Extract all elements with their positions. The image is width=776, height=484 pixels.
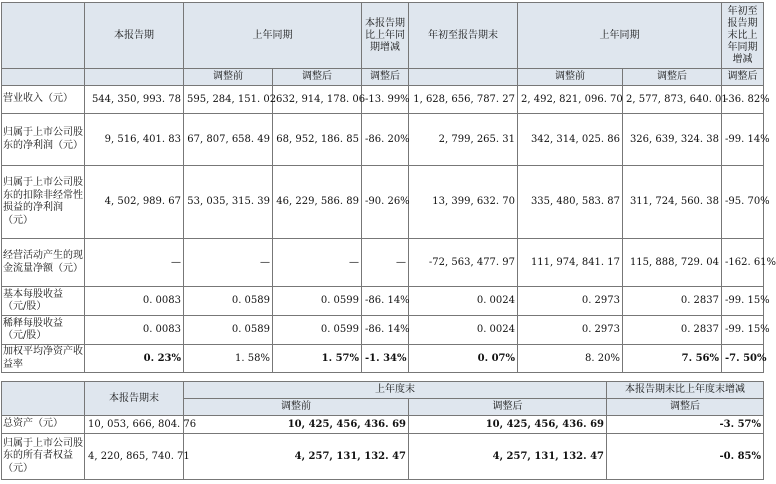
cell-prev-before: 0. 0589 — [184, 287, 273, 316]
cell-current: — — [85, 239, 184, 287]
table-row — [2, 166, 764, 239]
header-ytd: 年初至报告期末 — [409, 3, 518, 69]
subheader-before-adj: 调整前 — [184, 399, 409, 416]
cell-ytd-prev-before: 342, 314, 025. 86 — [518, 114, 623, 166]
subheader-after-adj-change-2: 调整后 — [722, 69, 764, 86]
row-label: 归属于上市公司股东的扣除非经常性损益的净利润（元） — [2, 166, 85, 239]
table-row — [2, 316, 764, 345]
cell-prev-after: 46, 229, 586. 89 — [273, 166, 362, 239]
cell-before: 10, 425, 456, 436. 69 — [184, 416, 409, 434]
cell-change: -86. 14% — [362, 287, 409, 316]
cell-change: -86. 20% — [362, 114, 409, 166]
cell-ytd-change: -36. 82% — [722, 86, 764, 114]
header-prev-same-period: 上年同期 — [184, 3, 362, 69]
cell-prev-after: — — [273, 239, 362, 287]
cell-current: 0. 0083 — [85, 316, 184, 345]
cell-before: 4, 257, 131, 132. 47 — [184, 434, 409, 480]
row-label: 基本每股收益（元/股） — [2, 287, 85, 316]
cell-ytd-prev-before: 2, 492, 821, 096. 70 — [518, 86, 623, 114]
cell-ytd-prev-after: 7. 56% — [623, 345, 722, 373]
cell-prev-after: 1. 57% — [273, 345, 362, 373]
cell-prev-before: 67, 807, 658. 49 — [184, 114, 273, 166]
header-period-end: 本报告期末 — [85, 382, 184, 416]
table-row — [2, 287, 764, 316]
cell-ytd: 0. 0024 — [409, 316, 518, 345]
cell-ytd: -72, 563, 477. 97 — [409, 239, 518, 287]
cell-ytd-change: -99. 15% — [722, 316, 764, 345]
cell-ytd-prev-before: 335, 480, 583. 87 — [518, 166, 623, 239]
cell-ytd-prev-after: 115, 888, 729. 04 — [623, 239, 722, 287]
subheader-blank — [2, 69, 85, 86]
cell-ytd-prev-before: 111, 974, 841. 17 — [518, 239, 623, 287]
cell-current: 4, 502, 989. 67 — [85, 166, 184, 239]
cell-current: 0. 0083 — [85, 287, 184, 316]
table-row — [2, 345, 764, 373]
cell-current: 544, 350, 993. 78 — [85, 86, 184, 114]
subheader-blank-2 — [85, 69, 184, 86]
cell-ytd-prev-before: 0. 2973 — [518, 287, 623, 316]
cell-ytd: 0. 0024 — [409, 287, 518, 316]
cell-prev-before: 0. 0589 — [184, 316, 273, 345]
cell-prev-before: — — [184, 239, 273, 287]
row-label: 归属于上市公司股东的所有者权益（元） — [2, 434, 85, 480]
cell-prev-before: 53, 035, 315. 39 — [184, 166, 273, 239]
balance-sheet-indicators-table — [1, 381, 764, 480]
cell-prev-before: 1. 58% — [184, 345, 273, 373]
key-financial-indicators-table — [1, 2, 776, 373]
row-label: 加权平均净资产收益率 — [2, 345, 85, 373]
cell-ytd-change: -7. 50% — [722, 345, 764, 373]
subheader-after-adj: 调整后 — [409, 399, 607, 416]
subheader-after-adj-2: 调整后 — [623, 69, 722, 86]
header-blank — [2, 382, 85, 416]
subheader-blank-3 — [409, 69, 518, 86]
subheader-after-adj-change: 调整后 — [362, 69, 409, 86]
cell-prev-after: 0. 0599 — [273, 316, 362, 345]
cell-ytd-prev-after: 311, 724, 560. 38 — [623, 166, 722, 239]
cell-ytd-prev-after: 326, 639, 324. 38 — [623, 114, 722, 166]
cell-prev-after: 0. 0599 — [273, 287, 362, 316]
cell-ytd: 13, 399, 632. 70 — [409, 166, 518, 239]
header-yoy-change: 本报告期比上年同期增减 — [362, 3, 409, 69]
row-label: 营业收入（元） — [2, 86, 85, 114]
table-row — [2, 434, 764, 480]
subheader-before-adj-2: 调整前 — [518, 69, 623, 86]
cell-ytd-change: -162. 61% — [722, 239, 764, 287]
subheader-after-adj: 调整后 — [273, 69, 362, 86]
row-label: 归属于上市公司股东的净利润（元） — [2, 114, 85, 166]
cell-ytd-prev-after: 2, 577, 873, 640. 01 — [623, 86, 722, 114]
cell-change: -0. 85% — [607, 434, 764, 480]
cell-current: 0. 23% — [85, 345, 184, 373]
header-current-period: 本报告期 — [85, 3, 184, 69]
header-prev-year-end: 上年度末 — [184, 382, 607, 399]
cell-ytd-change: -99. 15% — [722, 287, 764, 316]
cell-prev-after: 632, 914, 178. 06 — [273, 86, 362, 114]
cell-change: — — [362, 239, 409, 287]
table-row — [2, 86, 764, 114]
row-label: 总资产（元） — [2, 416, 85, 434]
cell-ytd-change: -95. 70% — [722, 166, 764, 239]
row-label: 经营活动产生的现金流量净额（元） — [2, 239, 85, 287]
cell-current: 9, 516, 401. 83 — [85, 114, 184, 166]
header-blank — [2, 3, 85, 69]
cell-after: 4, 257, 131, 132. 47 — [409, 434, 607, 480]
cell-ytd-change: -99. 14% — [722, 114, 764, 166]
cell-change: -1. 34% — [362, 345, 409, 373]
cell-ytd-prev-before: 0. 2973 — [518, 316, 623, 345]
header-ytd-change: 年初至报告期末比上年同期增减 — [722, 3, 764, 69]
cell-ytd: 0. 07% — [409, 345, 518, 373]
row-label: 稀释每股收益（元/股） — [2, 316, 85, 345]
cell-ytd: 2, 799, 265. 31 — [409, 114, 518, 166]
cell-ytd-prev-after: 0. 2837 — [623, 287, 722, 316]
subheader-before-adj: 调整前 — [184, 69, 273, 86]
cell-change: -13. 99% — [362, 86, 409, 114]
table-row — [2, 239, 764, 287]
header-prev-same-period-ytd: 上年同期 — [518, 3, 722, 69]
cell-change: -3. 57% — [607, 416, 764, 434]
subheader-after-adj-change: 调整后 — [607, 399, 764, 416]
cell-ytd: 1, 628, 656, 787. 27 — [409, 86, 518, 114]
cell-current: 10, 053, 666, 804. 76 — [85, 416, 184, 434]
cell-change: -86. 14% — [362, 316, 409, 345]
header-change: 本报告期末比上年度末增减 — [607, 382, 764, 399]
table-row — [2, 416, 764, 434]
cell-current: 4, 220, 865, 740. 71 — [85, 434, 184, 480]
table-row — [2, 114, 764, 166]
cell-prev-after: 68, 952, 186. 85 — [273, 114, 362, 166]
cell-prev-before: 595, 284, 151. 02 — [184, 86, 273, 114]
cell-change: -90. 26% — [362, 166, 409, 239]
cell-after: 10, 425, 456, 436. 69 — [409, 416, 607, 434]
cell-ytd-prev-before: 8. 20% — [518, 345, 623, 373]
cell-ytd-prev-after: 0. 2837 — [623, 316, 722, 345]
